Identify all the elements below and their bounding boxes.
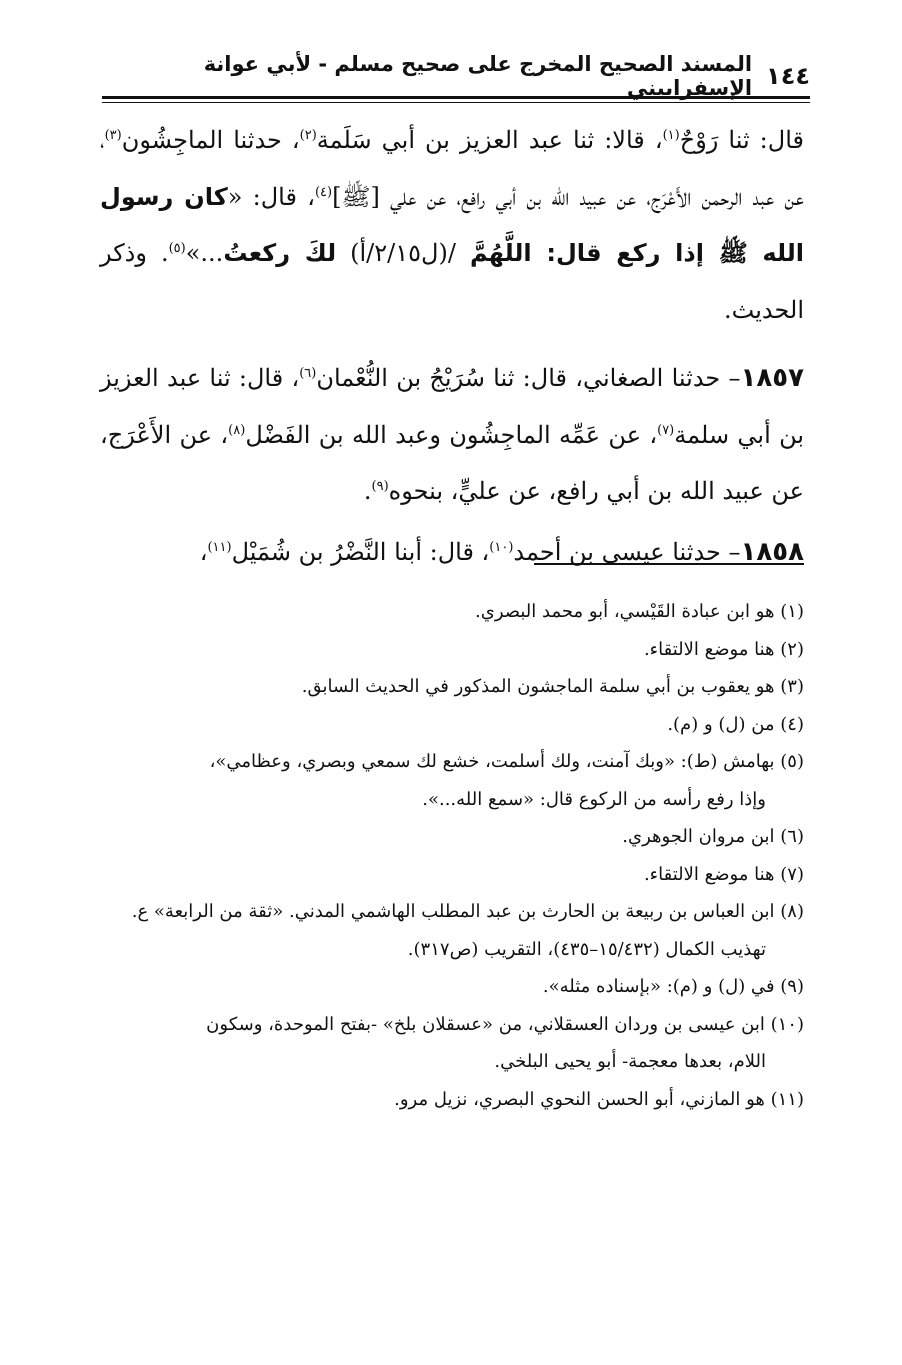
text-run: .: [363, 477, 372, 505]
footnote-text: (٤) من (ل) و (م).: [667, 713, 804, 735]
footnote-ref[interactable]: (١٠): [489, 539, 514, 555]
text-run: ،: [199, 537, 208, 566]
footnote-ref[interactable]: (٥): [168, 241, 186, 256]
text-run: ، قالا: ثنا عبد العزيز بن أبي سَلَمة: [316, 126, 663, 154]
footnote-text: (١٠) ابن عيسى بن وردان العسقلاني، من «عسقلان بلخ» -بفتح الموحدة، وسكون: [206, 1013, 804, 1035]
footnote-10: [100, 1006, 804, 1081]
footnote-text: (٢) هنا موضع الالتقاء.: [643, 638, 804, 660]
paragraph-continuation: [100, 112, 804, 338]
honorific-glyph: ﷺ: [341, 182, 371, 211]
hadith-text-bold: كان رسول الله ﷺ إذا ركع قال: اللَّهُمَّ: [100, 182, 805, 267]
footnote-ref[interactable]: (٢): [299, 128, 317, 143]
footnotes-list: [100, 593, 804, 1118]
footnote-text: (٥) بهامش (ط): «وبك آمنت، ولك أسلمت، خشع لك سمعي وبصري، وعظامي»،: [209, 751, 804, 772]
text-run: ، عن عَمِّه الماجِشُون وعبد الله بن الفَضْل: [245, 420, 658, 449]
manuscript-marker: /(ل٢/١٥/أ): [336, 239, 470, 267]
text-run: ، عن عبد الرحمن الأَعْرَج، عن عبيد الله بن أبي رافع، عن علي [: [100, 126, 804, 211]
text-run: ]: [332, 182, 342, 211]
footnote-text: (٣) هو يعقوب بن أبي سلمة الماجشون المذكور في الحديث السابق.: [301, 676, 804, 697]
hadith-1858: [100, 524, 804, 581]
footnote-ref[interactable]: (٧): [657, 422, 675, 438]
text-run: ، قال: أبنا النَّضْرُ بن شُمَيْل: [231, 537, 490, 566]
text-run: ...»: [185, 239, 224, 267]
footnote-ref[interactable]: (٩): [371, 479, 389, 494]
text-run: – حدثنا الصغاني، قال: ثنا سُرَيْجُ بن النُّعْمان: [316, 364, 741, 392]
footnote-5: [100, 743, 804, 818]
footnote-continuation: تهذيب الكمال (١٥/٤٣٢–٤٣٥)، التقريب (ص٣١٧).: [407, 938, 766, 960]
footnote-ref[interactable]: (١١): [207, 539, 232, 555]
text-run: . وذكر الحديث.: [100, 239, 804, 324]
footnote-9: [100, 968, 804, 1006]
footnote-text: (٩) في (ل) و (م): «بإسناده مثله».: [542, 976, 804, 997]
hadith-1857: [100, 350, 804, 520]
footnote-6: [100, 818, 804, 856]
footnote-continuation: وإذا رفع رأسه من الركوع قال: «سمع الله...».: [422, 788, 766, 810]
footnote-text: (١) هو ابن عبادة القَيْسي، أبو محمد البصري.: [475, 601, 804, 622]
footnote-11: [100, 1081, 804, 1119]
text-run: ، عن الأَعْرَج، عن عبيد الله بن أبي رافع، عن عليٍّ، بنحوه: [100, 420, 804, 505]
footnote-8: [100, 893, 804, 968]
footnote-text: (٨) ابن العباس بن ربيعة بن الحارث بن عبد المطلب الهاشمي المدني. «ثقة من الرابعة» ع.: [131, 901, 804, 922]
text-run: – حدثنا عيسى بن أحمد: [513, 537, 741, 566]
footnote-2: [100, 631, 804, 669]
main-text: [100, 112, 804, 580]
footnote-text: (١١) هو المازني، أبو الحسن النحوي البصري، نزيل مرو.: [394, 1088, 804, 1110]
page-number: ١٤٤: [766, 62, 810, 90]
footnote-ref[interactable]: (٦): [299, 366, 317, 381]
text-run: ، قال: «: [227, 182, 315, 211]
footnote-continuation: اللام، بعدها معجمة- أبو يحيى البلخي.: [494, 1051, 766, 1072]
footnote-ref[interactable]: (٨): [228, 422, 246, 438]
footnote-7: [100, 856, 804, 894]
header-rule: [102, 96, 810, 99]
text-run: ، حدثنا الماجِشُون: [121, 126, 300, 154]
footnote-text: (٦) ابن مروان الجوهري.: [622, 826, 804, 847]
running-title: المسند الصحيح المخرج على صحيح مسلم - لأبي عوانة الإسفراييني: [203, 52, 753, 100]
footnote-ref[interactable]: (٣): [104, 128, 122, 143]
footnote-4: [100, 706, 804, 744]
footnote-text: (٧) هنا موضع الالتقاء.: [643, 863, 804, 885]
running-header: [102, 52, 810, 100]
footnote-ref[interactable]: (١): [662, 128, 680, 143]
header-rule-thin: [102, 102, 810, 103]
text-run: قال: ثنا رَوْحٌ: [679, 126, 804, 154]
hadith-number: ١٨٥٨: [740, 536, 804, 567]
footnote-3: [100, 668, 804, 706]
hadith-number: ١٨٥٧: [740, 363, 804, 393]
text-run: ، قال: ثنا عبد العزيز بن أبي سلمة: [100, 364, 805, 449]
footnote-1: [100, 593, 804, 631]
footnote-separator: [534, 563, 804, 565]
hadith-text-bold: لكَ ركعتُ: [223, 239, 337, 267]
footnote-ref[interactable]: (٤): [314, 184, 333, 200]
